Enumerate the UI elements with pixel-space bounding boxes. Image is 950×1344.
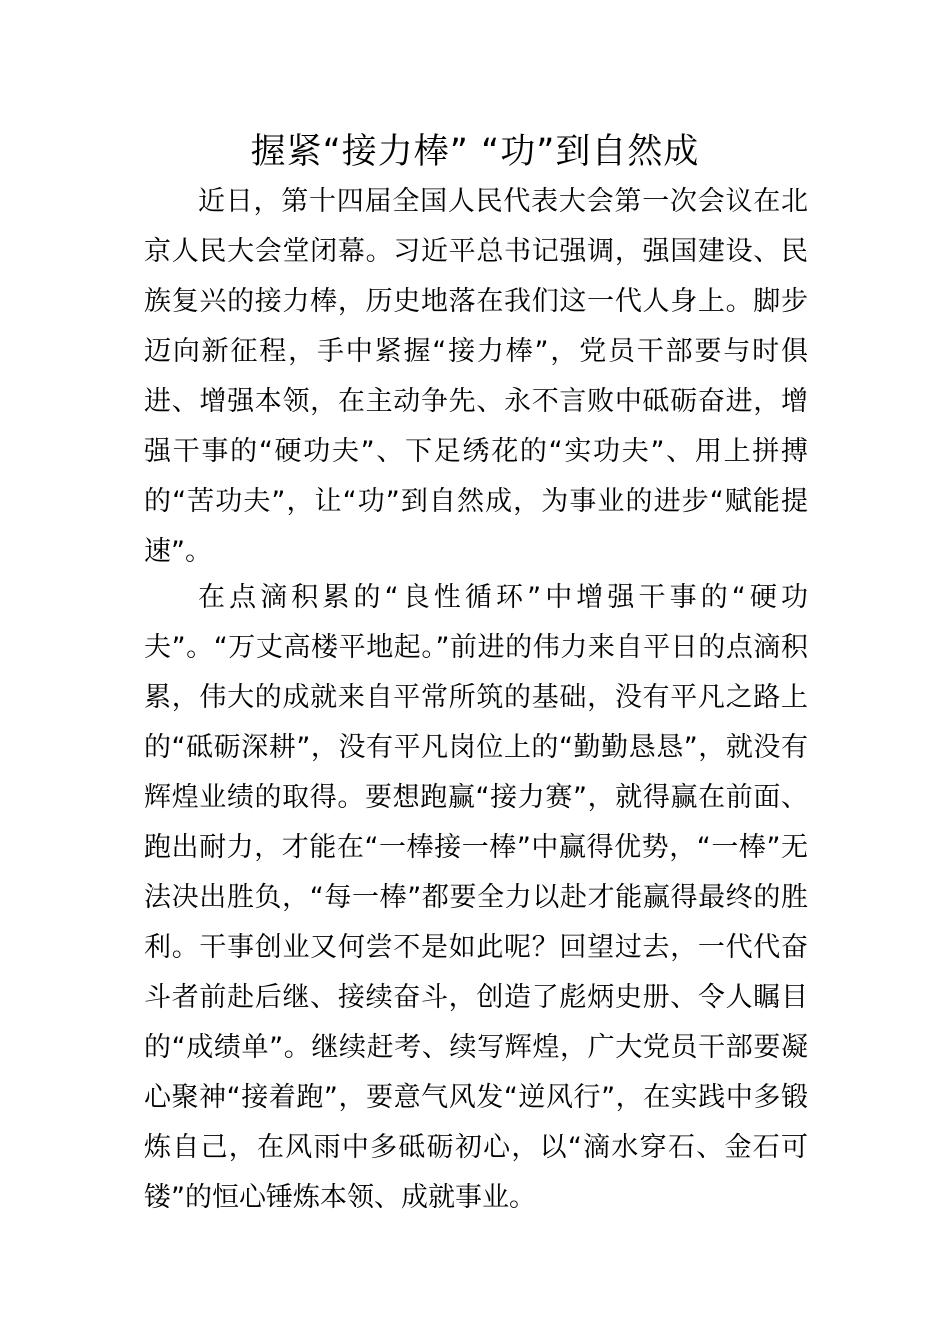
paragraph-intro: 近日，第十四届全国人民代表大会第一次会议在北京人民大会堂闭幕。习近平总书记强调，强国建设、民族复兴的接力棒，历史地落在我们这一代人身上。脚步迈向新征程，手中紧握“接力棒”，党员干部要与时俱进、增强本领，在主动争先、永不言败中砥砺奋进，增强干事的“硬功夫”、下足绣花的“实功夫”、用上拼搏的“苦功夫”，让“功”到自然成，为事业的进步“赋能提速”。 bbox=[144, 186, 808, 567]
paragraph-hard-skills: 在点滴积累的“良性循环”中增强干事的“硬功夫”。“万丈高楼平地起。”前进的伟力来自平日的点滴积累，伟大的成就来自平常所筑的基础，没有平凡之路上的“砥砺深耕”，没有平凡岗位上的“勤勤恳恳”，就没有辉煌业绩的取得。要想跑赢“接力赛”，就得赢在前面、跑出耐力，才能在“一棒接一棒”中赢得优势，“一棒”无法决出胜负，“每一棒”都要全力以赴才能赢得最终的胜利。干事创业又何尝不是如此呢？回望过去，一代代奋斗者前赴后继、接续奋斗，创造了彪炳史册、令人瞩目的“成绩单”。继续赶考、续写辉煌，广大党员干部要凝心聚神“接着跑”，要意气风发“逆风行”，在实践中多锻炼自己，在风雨中多砥砺初心，以“滴水穿石、金石可镂”的恒心锤炼本领、成就事业。 bbox=[144, 582, 808, 1213]
document-title: 握紧“接力棒” “功”到自然成 bbox=[250, 132, 700, 172]
